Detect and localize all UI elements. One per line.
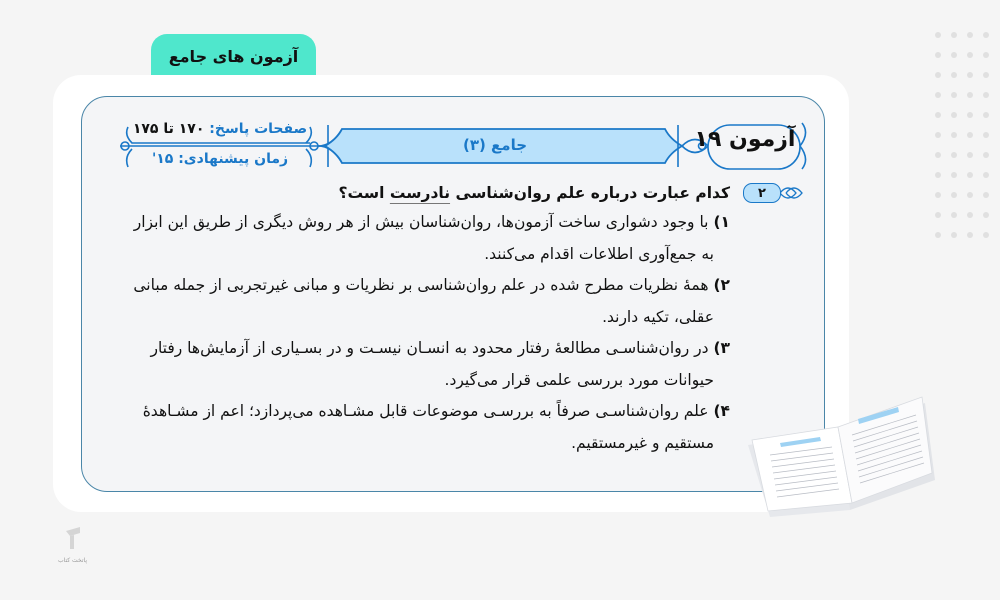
suggested-time-label: زمان پیشنهادی: bbox=[178, 151, 289, 167]
question-number-badge: ۲ bbox=[743, 183, 781, 203]
publisher-logo-caption: پاتخت کتاب bbox=[58, 557, 87, 564]
answer-pages bbox=[130, 121, 310, 137]
publisher-logo-icon bbox=[60, 525, 86, 551]
category-tag: آزمون های جامع bbox=[151, 34, 316, 78]
option-2[interactable]: ۲) همهٔ نظریات مطرح شده در علم روان‌شناسی بر نظریات و مبانی غیرتجربی از جمله مبانی عقلی، تکیه دارند. bbox=[133, 276, 730, 326]
open-book-image bbox=[740, 385, 940, 520]
answer-pages-value: ۱۷۰ تا ۱۷۵ bbox=[132, 121, 205, 137]
option-3[interactable]: ۳) در روان‌شناسـی مطالعهٔ رفتار محدود به انسـان نیسـت و در بسـیاری از آزمایش‌ها رفتار حیوانات مورد بررسی علمی قرار می‌گیرد. bbox=[150, 339, 730, 389]
question-ornament-icon bbox=[778, 180, 804, 206]
section-title: جامع (۳) bbox=[462, 136, 528, 154]
question-stem: کدام عبارت درباره علم روان‌شناسی نادرست است؟ bbox=[338, 184, 730, 202]
emphasis-underlined: نادرست bbox=[389, 184, 451, 202]
question-body bbox=[110, 181, 730, 459]
suggested-time-value: ۱۵' bbox=[151, 151, 174, 167]
option-4[interactable]: ۴) علم روان‌شناسـی صرفاً به بررسـی موضوعات قابل مشـاهده می‌پردازد؛ اعم از مشـاهدهٔ مستقیم و غیرمستقیم. bbox=[142, 402, 730, 452]
suggested-time bbox=[130, 151, 310, 167]
exam-title: آزمون ۱۹ bbox=[694, 127, 796, 152]
answer-pages-label: صفحات پاسخ: bbox=[209, 121, 308, 137]
decorative-dot-grid bbox=[935, 32, 999, 238]
option-1[interactable]: ۱) با وجود دشواری ساخت آزمون‌ها، روان‌شناسان بیش از هر روش دیگری از طریق این ابزار به جمع‌آوری اطلاعات اقدام می‌کنند. bbox=[133, 213, 730, 263]
publisher-logo bbox=[50, 525, 95, 564]
